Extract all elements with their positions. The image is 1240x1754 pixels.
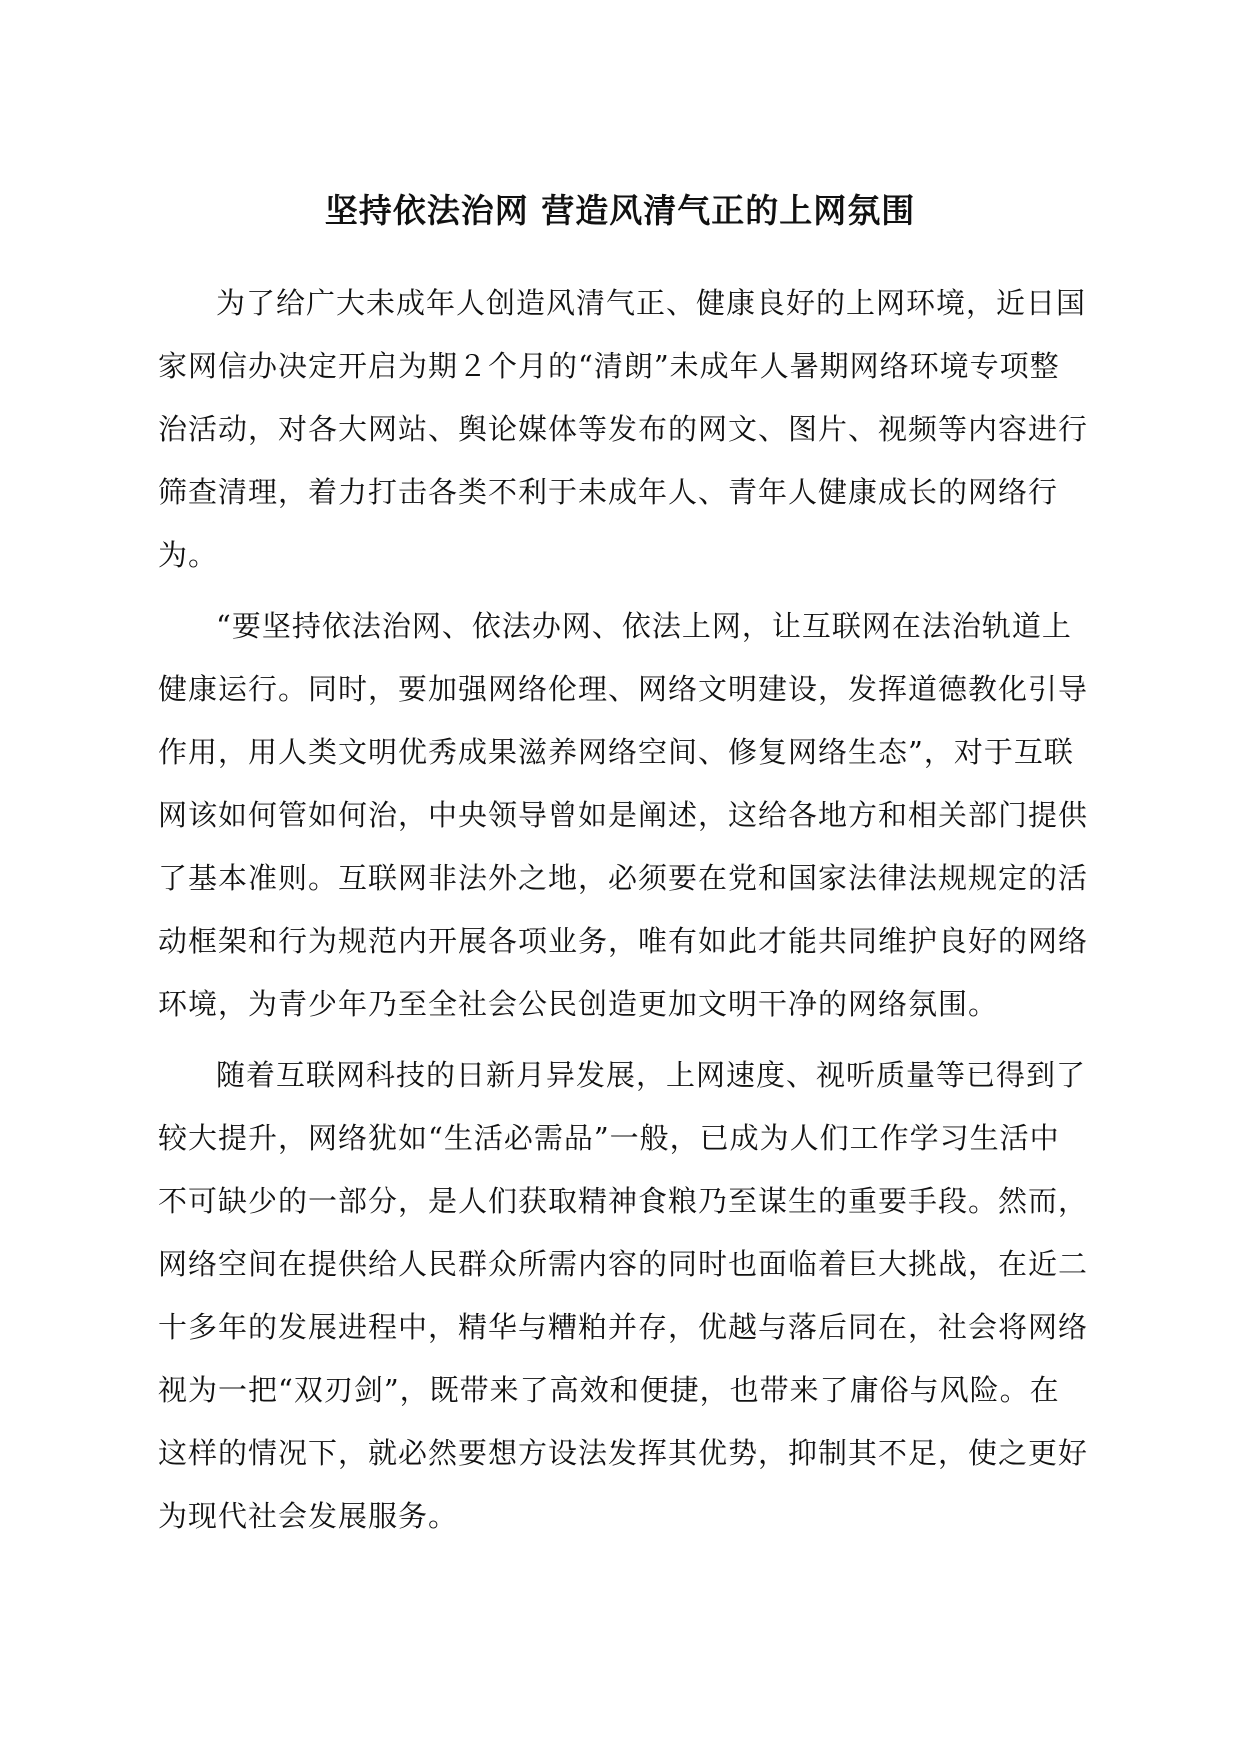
paragraph-2: [158, 595, 1089, 1036]
paragraph-line: 筛查清理，着力打击各类不利于未成年人、青年人健康成长的网络行: [158, 475, 1059, 509]
paragraph-line: 健康运行。同时，要加强网络伦理、网络文明建设，发挥道德教化引导: [158, 672, 1089, 706]
paragraph-line: 不可缺少的一部分，是人们获取精神食粮乃至谋生的重要手段。然而，: [158, 1184, 1089, 1218]
paragraph-line: 网该如何管如何治，中央领导曾如是阐述，这给各地方和相关部门提供: [158, 798, 1089, 832]
paragraph-line: 为。: [158, 538, 219, 572]
paragraph-line: 十多年的发展进程中，精华与糟粕并存，优越与落后同在，社会将网络: [158, 1310, 1089, 1344]
paragraph-line: 随着互联网科技的日新月异发展，上网速度、视听质量等已得到了: [216, 1058, 1087, 1092]
paragraph-line: 视为一把“双刃剑”，既带来了高效和便捷，也带来了庸俗与风险。在: [158, 1373, 1060, 1407]
paragraph-3: [158, 1044, 1089, 1548]
paragraph-line: 动框架和行为规范内开展各项业务，唯有如此才能共同维护良好的网络: [158, 924, 1089, 958]
paragraph-line: 治活动，对各大网站、舆论媒体等发布的网文、图片、视频等内容进行: [158, 412, 1089, 446]
paragraph-line: 家网信办决定开启为期２个月的“清朗”未成年人暑期网络环境专项整: [158, 349, 1060, 383]
paragraph-line: 较大提升，网络犹如“生活必需品”一般，已成为人们工作学习生活中: [158, 1121, 1060, 1155]
document-body: [158, 272, 1089, 1548]
paragraph-line: 环境，为青少年乃至全社会公民创造更加文明干净的网络氛围。: [158, 987, 999, 1021]
paragraph-line: 为了给广大未成年人创造风清气正、健康良好的上网环境，近日国: [216, 286, 1087, 320]
document-title: 坚持依法治网 营造风清气正的上网氛围: [324, 191, 916, 230]
paragraph-line: 作用，用人类文明优秀成果滋养网络空间、修复网络生态”，对于互联: [158, 735, 1074, 769]
paragraph-line: 了基本准则。互联网非法外之地，必须要在党和国家法律法规规定的活: [158, 861, 1089, 895]
paragraph-line: “要坚持依法治网、依法办网、依法上网，让互联网在法治轨道上: [216, 609, 1072, 643]
paragraph-line: 网络空间在提供给人民群众所需内容的同时也面临着巨大挑战，在近二: [158, 1247, 1089, 1281]
paragraph-1: [158, 272, 1089, 587]
paragraph-line: 为现代社会发展服务。: [158, 1499, 459, 1533]
paragraph-line: 这样的情况下，就必然要想方设法发挥其优势，抑制其不足，使之更好: [158, 1436, 1089, 1470]
